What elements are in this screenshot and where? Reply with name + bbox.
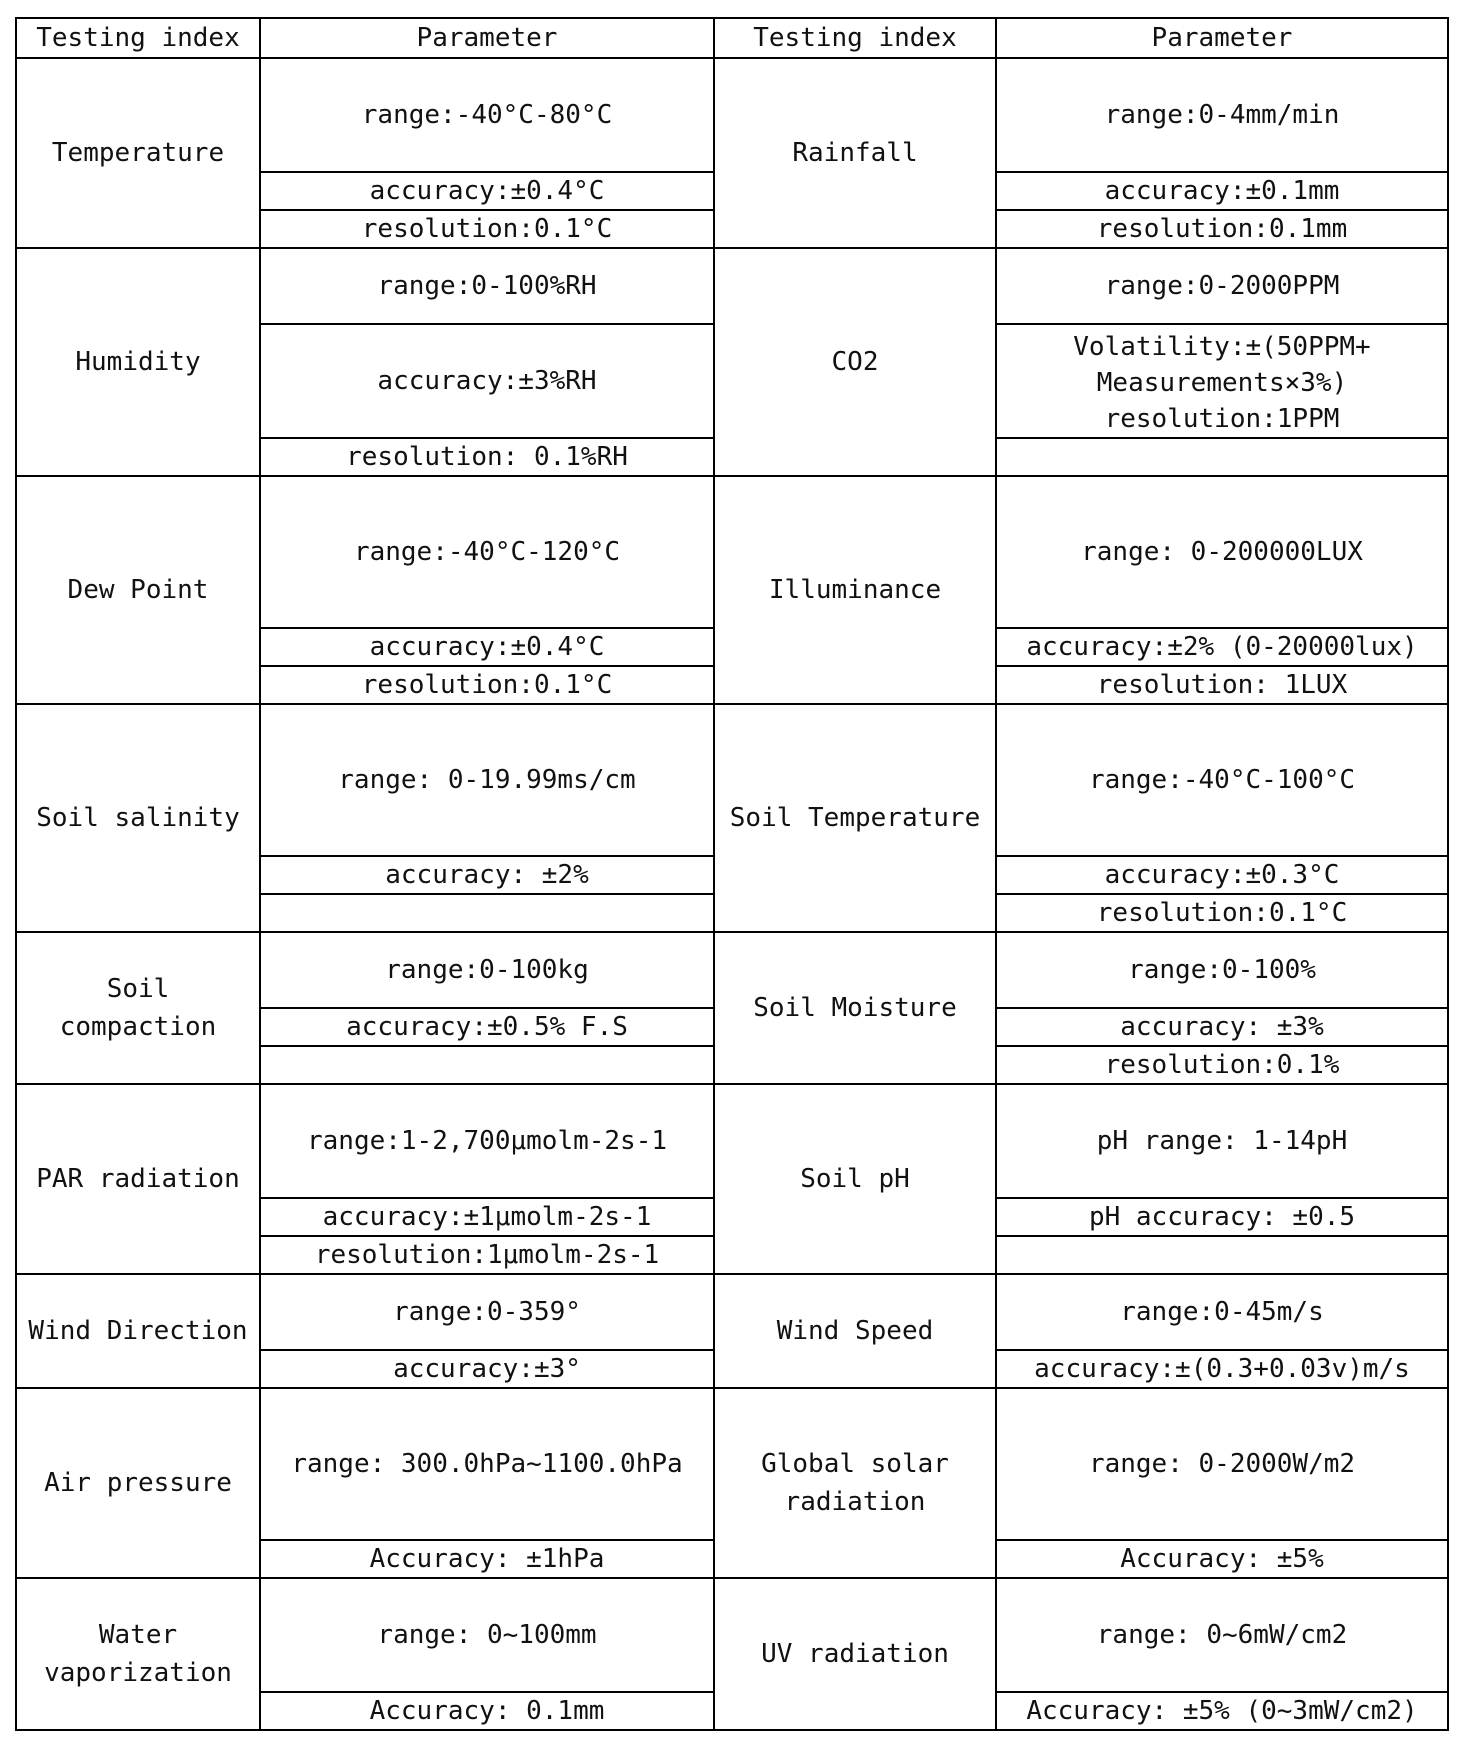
param-cell: range:-40°C-80°C — [260, 58, 714, 172]
table-row — [16, 476, 1448, 628]
index-name-left: PAR radiation — [16, 1084, 260, 1274]
param-cell: range:0-100%RH — [260, 248, 714, 324]
param-cell — [260, 1046, 714, 1084]
param-cell: Accuracy: ±1hPa — [260, 1540, 714, 1578]
param-cell: resolution:0.1°C — [260, 666, 714, 704]
table-row — [16, 248, 1448, 324]
param-cell: accuracy:±1μmolm-2s-1 — [260, 1198, 714, 1236]
param-cell: accuracy:±(0.3+0.03v)m/s — [996, 1350, 1448, 1388]
param-cell: range:0-45m/s — [996, 1274, 1448, 1350]
param-cell: resolution:0.1°C — [260, 210, 714, 248]
param-cell: Accuracy: ±5% — [996, 1540, 1448, 1578]
param-cell: Accuracy: ±5% (0~3mW/cm2) — [996, 1692, 1448, 1730]
header-testing-index-left: Testing index — [16, 18, 260, 58]
param-cell: accuracy:±0.4°C — [260, 172, 714, 210]
param-cell — [996, 438, 1448, 476]
param-cell: Accuracy: 0.1mm — [260, 1692, 714, 1730]
param-cell: pH accuracy: ±0.5 — [996, 1198, 1448, 1236]
index-name-left: Soil salinity — [16, 704, 260, 932]
param-cell: resolution: 1LUX — [996, 666, 1448, 704]
index-name-left: Soil compaction — [16, 932, 260, 1084]
param-cell: range:-40°C-100°C — [996, 704, 1448, 856]
param-cell: range: 0-19.99ms/cm — [260, 704, 714, 856]
index-name-right: Wind Speed — [714, 1274, 996, 1388]
param-cell — [260, 894, 714, 932]
index-name-right: Soil Moisture — [714, 932, 996, 1084]
header-row — [16, 18, 1448, 58]
index-name-right: UV radiation — [714, 1578, 996, 1730]
param-cell: resolution:0.1°C — [996, 894, 1448, 932]
param-cell: range: 0-2000W/m2 — [996, 1388, 1448, 1540]
param-cell: resolution: 0.1%RH — [260, 438, 714, 476]
table-row — [16, 1388, 1448, 1540]
param-cell: accuracy: ±2% — [260, 856, 714, 894]
param-cell: range:0-100% — [996, 932, 1448, 1008]
param-cell: resolution:0.1% — [996, 1046, 1448, 1084]
index-name-right: CO2 — [714, 248, 996, 476]
index-name-right: Illuminance — [714, 476, 996, 704]
index-name-right: Soil pH — [714, 1084, 996, 1274]
param-cell: range: 0-200000LUX — [996, 476, 1448, 628]
param-cell: pH range: 1-14pH — [996, 1084, 1448, 1198]
index-name-right: Rainfall — [714, 58, 996, 248]
table-row — [16, 932, 1448, 1008]
index-name-left: Humidity — [16, 248, 260, 476]
param-cell: accuracy:±0.4°C — [260, 628, 714, 666]
param-cell: range:0-100kg — [260, 932, 714, 1008]
header-parameter-right: Parameter — [996, 18, 1448, 58]
param-cell: accuracy: ±3% — [996, 1008, 1448, 1046]
param-cell: range: 0~100mm — [260, 1578, 714, 1692]
param-cell: accuracy:±3° — [260, 1350, 714, 1388]
header-testing-index-right: Testing index — [714, 18, 996, 58]
param-cell: accuracy:±0.3°C — [996, 856, 1448, 894]
param-cell: accuracy:±0.1mm — [996, 172, 1448, 210]
index-name-right: Soil Temperature — [714, 704, 996, 932]
param-cell: accuracy:±3%RH — [260, 324, 714, 438]
param-cell: accuracy:±2% (0-20000lux) — [996, 628, 1448, 666]
header-parameter-left: Parameter — [260, 18, 714, 58]
param-cell: resolution:0.1mm — [996, 210, 1448, 248]
param-cell: range:-40°C-120°C — [260, 476, 714, 628]
spec-table — [15, 17, 1449, 1731]
index-name-left: Water vaporization — [16, 1578, 260, 1730]
param-cell: range:0-4mm/min — [996, 58, 1448, 172]
param-cell: accuracy:±0.5% F.S — [260, 1008, 714, 1046]
index-name-left: Air pressure — [16, 1388, 260, 1578]
param-cell: range:0-359° — [260, 1274, 714, 1350]
table-row — [16, 704, 1448, 856]
table-row — [16, 1578, 1448, 1692]
index-name-left: Wind Direction — [16, 1274, 260, 1388]
index-name-left: Temperature — [16, 58, 260, 248]
table-row — [16, 1084, 1448, 1198]
table-row — [16, 58, 1448, 172]
index-name-left: Dew Point — [16, 476, 260, 704]
param-cell: range:1-2,700μmolm-2s-1 — [260, 1084, 714, 1198]
param-cell: range: 300.0hPa~1100.0hPa — [260, 1388, 714, 1540]
param-cell: Volatility:±(50PPM+ Measurements×3%) resolution:1PPM — [996, 324, 1448, 438]
param-cell: range: 0~6mW/cm2 — [996, 1578, 1448, 1692]
table-row — [16, 1274, 1448, 1350]
param-cell: range:0-2000PPM — [996, 248, 1448, 324]
index-name-right: Global solar radiation — [714, 1388, 996, 1578]
param-cell: resolution:1μmolm-2s-1 — [260, 1236, 714, 1274]
param-cell — [996, 1236, 1448, 1274]
